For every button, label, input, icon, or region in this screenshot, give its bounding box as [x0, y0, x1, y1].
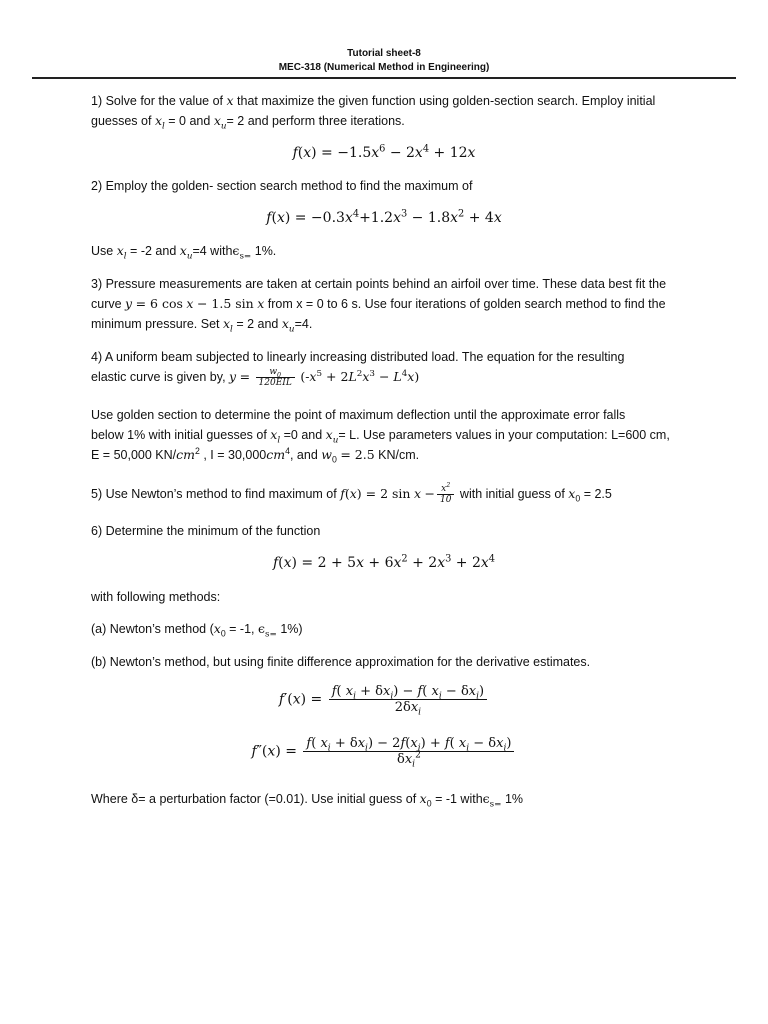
q2-equation: $f(x) = -0.3x^4+1.2x^3 - 1.8x^2 + 4x$: [266, 208, 502, 226]
q3-line3: minimum pressure. Set $x_l = 2$ and $x_u=4$.: [91, 316, 313, 335]
q3-line1: 3) Pressure measurements are taken at certain points behind an airfoil over time. These data best fit the: [91, 277, 667, 291]
sheet-title: Tutorial sheet-8: [347, 48, 421, 59]
q4-line3: Use golden section to determine the point of maximum deflection until the approximate error falls: [91, 408, 626, 422]
q1-line1: 1) Solve for the value of x that maximize the given function using golden-section search. Employ initial: [91, 93, 656, 108]
q5-line1: 5) Use Newton’s method to find maximum of f(x) = 2 sin x − $\frac{x^2}{10}$ with initial guess of $x_0 = 2.5$: [91, 482, 612, 505]
q6-equation: $f(x) = 2 + 5x + 6x^2 + 2x^3 + 2x^4$: [272, 553, 496, 571]
first-derivative-formula: f′(x) = $\frac{f( x_i + \delta x_i) - f( x_i - \delta x_i)}{2\delta x_i}$: [0, 684, 768, 715]
q4-line5: E = 50,000 $KN/cm^2$ , $I = 30,000cm^4$, and $w_0 = 2.5$ KN/cm.: [91, 445, 420, 465]
q2-line1: 2) Employ the golden- section search method to find the maximum of: [91, 179, 473, 193]
header-rule: [32, 77, 736, 79]
q1-line2: guesses of $x_l = 0$ and $x_u= 2$ and perform three iterations.: [91, 113, 405, 132]
q6-note: Where δ= a perturbation factor (=0.01). Use initial guess of $x_0 = -1$ withϵ$_{s=}$ 1%: [91, 791, 524, 810]
q2-line2: Use $x_l = -2$ and $x_u=4$ withϵ$_{s=}$ 1%.: [91, 243, 277, 262]
q1-equation: $f(x) = -1.5x^6 - 2x^4 + 12x$: [292, 143, 476, 161]
q4-line1: 4) A uniform beam subjected to linearly increasing distributed load. The equation for the resulting: [91, 350, 625, 364]
q4-line2: elastic curve is given by, y = $\frac{w_0}{\text{120EIL}}$ $(-x^5 + 2L^2x^3 - L^4x)$: [91, 367, 420, 388]
second-derivative-formula: f″(x) = $\frac{f( x_i + \delta x_i) - 2f(x_i) + f( x_i - \delta x_i)}{\delta x_i^2}$: [0, 736, 768, 767]
q4-line4: below 1% with initial guesses of $x_l =0$ and $x_u= L$. Use parameters values in your computation: L=600 cm,: [91, 427, 670, 446]
q6-part-a: (a) Newton’s method ($x_0 = -1$, $\epsilon_{s=}$ 1%): [91, 621, 303, 640]
q6-line1: 6) Determine the minimum of the function: [91, 524, 321, 538]
q6-line2: with following methods:: [91, 590, 221, 604]
q3-line2: curve y = 6 cos x − 1.5 sin x from x = 0 to 6 s. Use four iterations of golden search method to find the: [91, 296, 666, 311]
course-title: MEC-318 (Numerical Method in Engineering): [278, 62, 490, 73]
q6-part-b: (b) Newton’s method, but using finite difference approximation for the derivative estimates.: [91, 655, 591, 669]
